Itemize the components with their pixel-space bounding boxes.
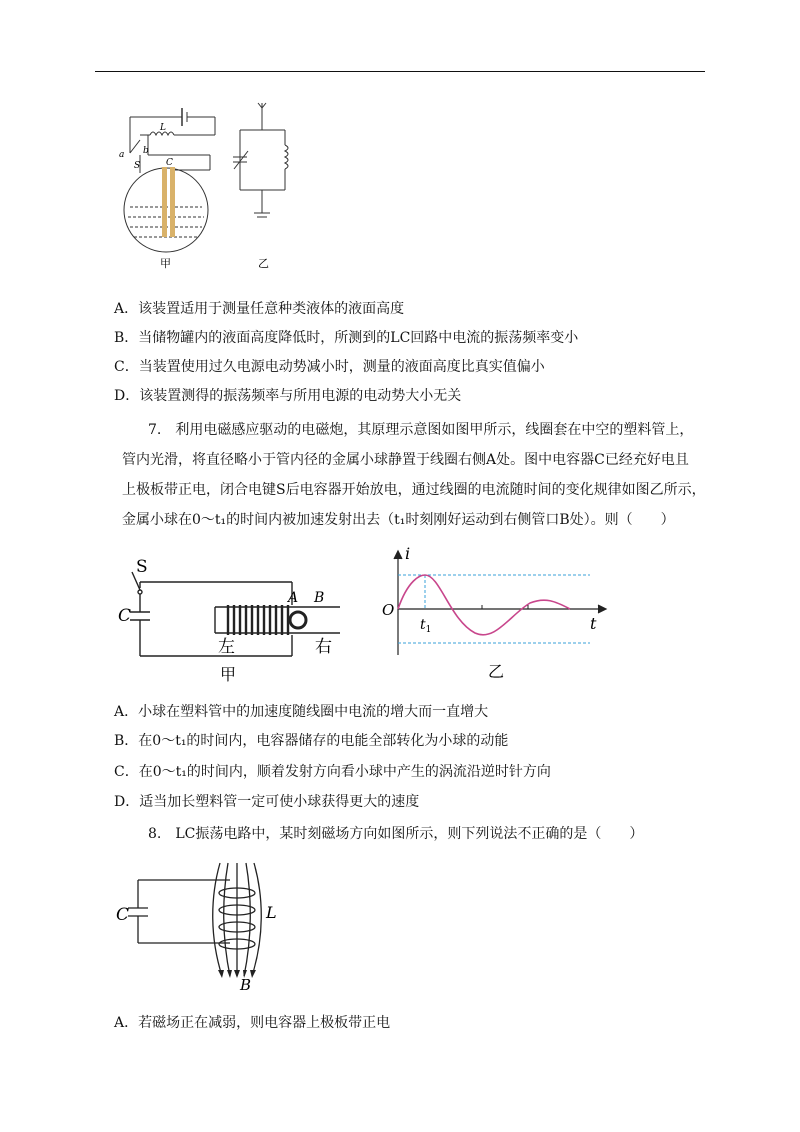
q7-stem-line-3: 上极板带正电，闭合电键S后电容器开始放电，通过线圈的电流随时间的变化规律如图乙所示， bbox=[122, 482, 706, 498]
q7-option-b: B．在0～t₁的时间内，电容器储存的电能全部转化为小球的动能 bbox=[114, 733, 509, 749]
q8-figure bbox=[110, 858, 300, 993]
q7-label-A: A bbox=[288, 590, 299, 606]
q6-option-c: C．当装置使用过久电源电动势减小时，测量的液面高度比真实值偏小 bbox=[114, 359, 545, 375]
q7-caption-jia: 甲 bbox=[220, 665, 237, 684]
q7-option-d: D．适当加长塑料管一定可使小球获得更大的速度 bbox=[114, 794, 420, 810]
q7-caption-yi: 乙 bbox=[488, 662, 505, 681]
q6-figure bbox=[110, 95, 310, 275]
q7-label-C: C bbox=[118, 606, 132, 626]
q8-stem: 8. LC振荡电路中，某时刻磁场方向如图所示，则下列说法不正确的是（ ） bbox=[148, 826, 644, 842]
q6-option-b: B．当储物罐内的液面高度降低时，所测到的LC回路中电流的振荡频率变小 bbox=[114, 330, 579, 346]
q7-figure-jia bbox=[110, 550, 350, 685]
q7-option-c: C．在0～t₁的时间内，顺着发射方向看小球中产生的涡流沿逆时针方向 bbox=[114, 764, 551, 780]
q7-option-a: A．小球在塑料管中的加速度随线圈中电流的增大而一直增大 bbox=[114, 704, 489, 720]
q8-label-C: C bbox=[116, 905, 130, 925]
header-rule bbox=[95, 71, 705, 72]
q6-caption-jia: 甲 bbox=[160, 257, 171, 270]
q7-label-S: S bbox=[136, 557, 148, 577]
q7-label-right: 右 bbox=[315, 637, 332, 657]
q7-figure-yi bbox=[380, 545, 610, 685]
q7-axis-i: i bbox=[405, 545, 411, 563]
q7-origin-O: O bbox=[382, 601, 395, 619]
q8-option-a: A．若磁场正在减弱，则电容器上极板带正电 bbox=[114, 1015, 391, 1031]
q6-label-L: L bbox=[160, 123, 166, 133]
q6-label-a: a bbox=[119, 150, 125, 160]
q7-label-B: B bbox=[314, 590, 325, 606]
q6-caption-yi: 乙 bbox=[258, 257, 269, 270]
q7-tick-t1: $t_1$ bbox=[420, 617, 432, 635]
q6-option-a: A．该装置适用于测量任意种类液体的液面高度 bbox=[114, 301, 405, 317]
q7-stem-line-2: 管内光滑，将直径略小于管内径的金属小球静置于线圈右侧A处。图中电容器C已经充好电且 bbox=[122, 452, 689, 468]
q6-label-C: C bbox=[166, 158, 173, 168]
q6-label-b: b bbox=[143, 146, 149, 156]
q7-axis-t: t bbox=[590, 614, 597, 633]
q7-stem-line-1: 7. 利用电磁感应驱动的电磁炮，其原理示意图如图甲所示，线圈套在中空的塑料管上， bbox=[148, 422, 694, 438]
q8-label-L: L bbox=[266, 903, 277, 922]
q7-stem-line-4: 金属小球在0～t₁的时间内被加速发射出去（t₁时刻刚好运动到右侧管口B处）。则（ ） bbox=[122, 512, 675, 528]
q8-label-B: B bbox=[240, 976, 252, 993]
q6-option-d: D．该装置测得的振荡频率与所用电源的电动势大小无关 bbox=[114, 388, 462, 404]
q7-label-left: 左 bbox=[218, 637, 235, 657]
q6-label-S: S bbox=[134, 161, 141, 171]
